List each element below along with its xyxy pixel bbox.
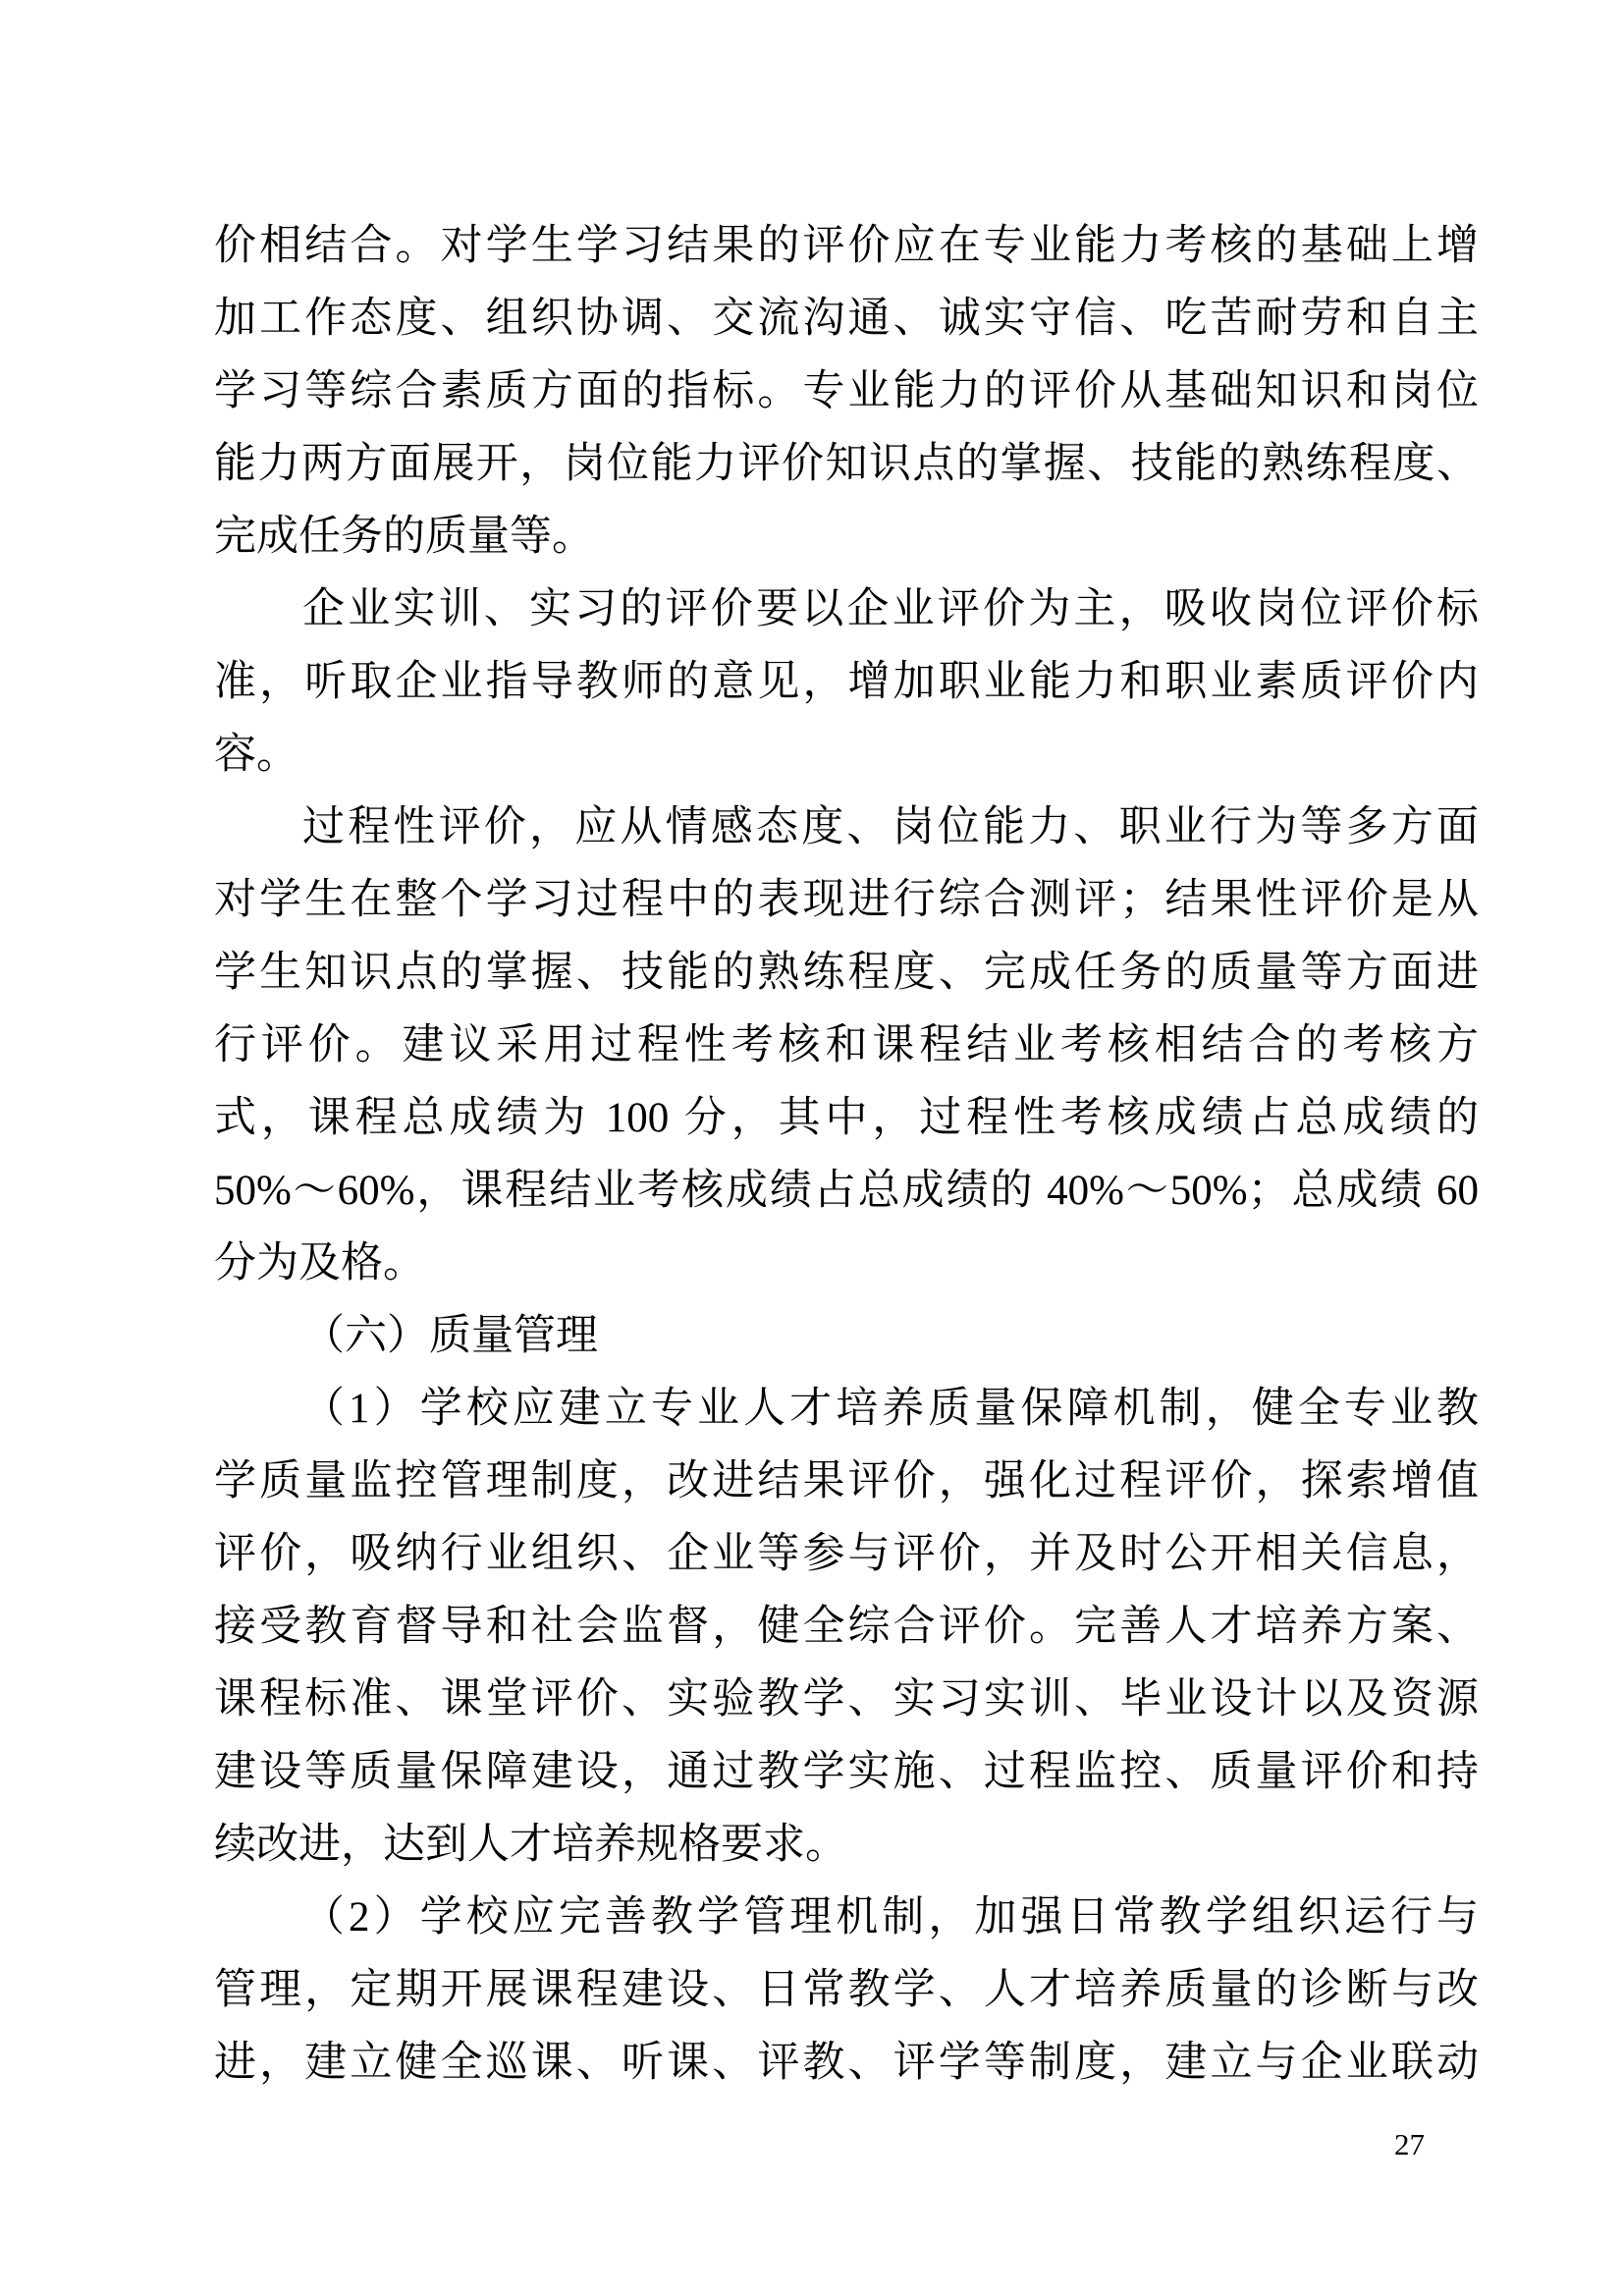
paragraph-line: 加工作态度、组织协调、交流沟通、诚实守信、吃苦耐劳和自主	[214, 296, 1479, 342]
paragraph-line: 分为及格。	[214, 1240, 425, 1286]
paragraph-line: 过程性评价，应从情感态度、岗位能力、职业行为等多方面	[302, 804, 1479, 850]
paragraph-line: 50%～60%，课程结业考核成绩占总成绩的 40%～50%；总成绩 60	[214, 1168, 1479, 1214]
paragraph-line: 进，建立健全巡课、听课、评教、评学等制度，建立与企业联动	[214, 2040, 1479, 2086]
paragraph-line: 课程标准、课堂评价、实验教学、实习实训、毕业设计以及资源	[214, 1676, 1479, 1722]
paragraph-line: 学生知识点的掌握、技能的熟练程度、完成任务的质量等方面进	[214, 950, 1479, 996]
paragraph-line: 完成任务的质量等。	[214, 514, 594, 560]
section-heading-quality-management: （六）质量管理	[302, 1313, 598, 1359]
paragraph-line: 学习等综合素质方面的指标。专业能力的评价从基础知识和岗位	[214, 368, 1479, 414]
paragraph-line: 容。	[214, 732, 298, 778]
paragraph-line: 接受教育督导和社会监督，健全综合评价。完善人才培养方案、	[214, 1604, 1479, 1650]
paragraph-line: 能力两方面展开，岗位能力评价知识点的掌握、技能的熟练程度、	[214, 441, 1479, 487]
paragraph-line: 对学生在整个学习过程中的表现进行综合测评；结果性评价是从	[214, 877, 1479, 923]
paragraph-line: 行评价。建议采用过程性考核和课程结业考核相结合的考核方	[214, 1022, 1479, 1068]
paragraph-line: 企业实训、实习的评价要以企业评价为主，吸收岗位评价标	[302, 586, 1479, 632]
paragraph-line: 式，课程总成绩为 100 分，其中，过程性考核成绩占总成绩的	[214, 1095, 1479, 1141]
paragraph-line: （2）学校应完善教学管理机制，加强日常教学组织运行与	[302, 1894, 1479, 1941]
paragraph-line: 评价，吸纳行业组织、企业等参与评价，并及时公开相关信息，	[214, 1531, 1479, 1577]
paragraph-line: 准，听取企业指导教师的意见，增加职业能力和职业素质评价内	[214, 659, 1479, 705]
paragraph-line: （1）学校应建立专业人才培养质量保障机制，健全专业教	[302, 1386, 1479, 1432]
paragraph-line: 续改进，达到人才培养规格要求。	[214, 1822, 847, 1868]
paragraph-line: 管理，定期开展课程建设、日常教学、人才培养质量的诊断与改	[214, 1967, 1479, 2013]
paragraph-line: 学质量监控管理制度，改进结果评价，强化过程评价，探索增值	[214, 1458, 1479, 1504]
paragraph-line: 价相结合。对学生学习结果的评价应在专业能力考核的基础上增	[214, 223, 1479, 269]
document-text-block	[214, 210, 1479, 2100]
paragraph-line: 建设等质量保障建设，通过教学实施、过程监控、质量评价和持	[214, 1749, 1479, 1795]
page-number: 27	[1394, 2127, 1425, 2161]
